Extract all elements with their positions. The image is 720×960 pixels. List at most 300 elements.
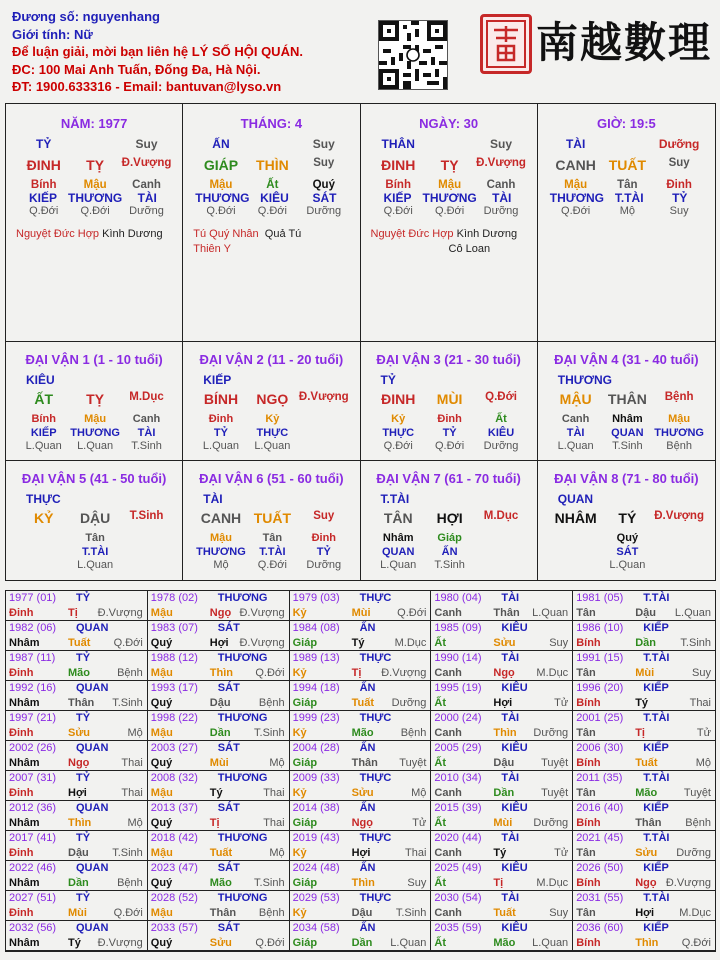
- year-label: 2015 (39): [434, 802, 482, 814]
- year-stem: Kỷ: [292, 907, 307, 919]
- year-stem: Bính: [576, 757, 601, 769]
- year-stem: Quý: [150, 937, 173, 949]
- dai-van-cell: [361, 342, 538, 461]
- dai-van-god: THƯƠNG: [557, 373, 612, 387]
- year-branch: Thìn: [209, 667, 234, 679]
- year-label: 2003 (27): [150, 742, 198, 754]
- pillar-title: THÁNG: 4: [240, 116, 303, 131]
- year-branch: Tý: [209, 787, 223, 799]
- year-label: 2007 (31): [9, 772, 57, 784]
- hidden-state: [653, 559, 705, 571]
- pillar-top-state: Suy: [135, 137, 158, 151]
- year-stem: Quý: [150, 817, 173, 829]
- year-god: ẤN: [359, 622, 376, 634]
- year-stem: Giáp: [292, 757, 318, 769]
- year-god: TÀI: [501, 892, 520, 904]
- hidden-stem: Tân: [617, 179, 638, 191]
- hidden-stem: [298, 412, 349, 426]
- year-cell: [573, 681, 715, 711]
- year-god: KIÊU: [501, 802, 528, 814]
- dai-van-branch: THÂN: [607, 391, 647, 407]
- hidden-god: [121, 545, 172, 559]
- year-state: Tử: [412, 817, 427, 829]
- year-god: T.TÀI: [643, 592, 670, 604]
- hidden-state: Q.Đới: [561, 205, 591, 217]
- hidden-god: THƯƠNG: [68, 191, 123, 205]
- dai-van-stem: MẬU: [559, 391, 592, 407]
- year-cell: [431, 651, 573, 681]
- year-cell: [290, 621, 432, 651]
- hidden-stem: [121, 531, 172, 545]
- address-line: ĐC: 100 Mai Anh Tuấn, Đống Đa, Hà Nội.: [12, 61, 261, 77]
- year-state: T.Sinh: [395, 907, 427, 919]
- year-branch: Mùi: [209, 757, 229, 769]
- hidden-stem: Tân: [262, 532, 283, 544]
- year-cell: [148, 681, 290, 711]
- year-stem: Giáp: [292, 697, 318, 709]
- year-state: Thai: [689, 697, 711, 709]
- year-cell: [573, 741, 715, 771]
- year-god: SÁT: [217, 862, 240, 874]
- year-branch: Ngọ: [351, 817, 373, 829]
- year-branch: Ngọ: [68, 757, 90, 769]
- dai-van-cell: [6, 342, 183, 461]
- year-cell: [148, 741, 290, 771]
- year-label: 2013 (37): [150, 802, 198, 814]
- dai-van-god: TỶ: [380, 373, 396, 387]
- year-branch: Thân: [209, 907, 237, 919]
- year-branch: Dần: [209, 727, 231, 739]
- year-state: Suy: [692, 667, 711, 679]
- star-label: Cô Loan: [448, 243, 491, 255]
- dai-van-stem: KỶ: [33, 510, 54, 526]
- year-state: Q.Đới: [113, 637, 143, 649]
- year-label: 2031 (55): [576, 892, 624, 904]
- year-branch: Tý: [493, 847, 507, 859]
- year-cell: [6, 651, 148, 681]
- year-stem: Ất: [434, 757, 446, 769]
- year-god: THƯƠNG: [217, 592, 268, 604]
- hidden-stem: Đinh: [437, 413, 462, 425]
- dai-van-god: QUAN: [557, 492, 594, 506]
- dai-van-branch: DẬU: [79, 510, 111, 526]
- hidden-god: TỶ: [672, 191, 688, 205]
- year-god: QUAN: [76, 802, 109, 814]
- hidden-god: THƯƠNG: [196, 546, 246, 558]
- qr-code-icon[interactable]: [378, 20, 448, 90]
- year-cell: [431, 921, 573, 951]
- hidden-god: TÀI: [137, 191, 157, 205]
- pillar-top-god: THÂN: [381, 137, 415, 151]
- year-branch: Hợi: [351, 847, 371, 859]
- year-god: THỰC: [359, 712, 392, 724]
- dai-van-state: Bệnh: [664, 391, 694, 403]
- year-label: 1987 (11): [9, 652, 56, 664]
- year-stem: Tân: [576, 847, 596, 859]
- dai-van-title: ĐẠI VẬN 8 (71 - 80 tuổi): [554, 471, 699, 486]
- dai-van-state: Q.Đới: [485, 391, 517, 403]
- year-branch: Mùi: [493, 817, 513, 829]
- hidden-stem: Quý: [616, 532, 639, 544]
- header-info: [12, 8, 352, 96]
- hidden-state: Q.Đới: [257, 205, 287, 217]
- year-god: TỶ: [76, 592, 91, 604]
- dai-van-god: T.TÀI: [380, 492, 410, 506]
- year-cell: [148, 651, 290, 681]
- year-god: T.TÀI: [643, 832, 670, 844]
- year-stem: Nhâm: [9, 637, 40, 649]
- year-stem: Kỷ: [292, 787, 307, 799]
- hidden-god: T.TÀI: [259, 546, 286, 558]
- hidden-stem: Mậu: [209, 179, 233, 191]
- year-stem: Bính: [576, 697, 601, 709]
- pillar-top-god: ẤN: [212, 137, 230, 151]
- year-branch: Tị: [68, 607, 78, 619]
- year-label: 2034 (58): [292, 922, 340, 934]
- year-god: QUAN: [76, 742, 109, 754]
- year-branch: Dậu: [635, 607, 656, 619]
- year-god: THỰC: [359, 772, 392, 784]
- year-branch: Dậu: [351, 907, 373, 919]
- year-label: 2023 (47): [150, 862, 198, 874]
- year-cell: [6, 801, 148, 831]
- year-cell: [573, 861, 715, 891]
- code-value: nguyenhang: [82, 9, 160, 24]
- year-state: Tử: [554, 697, 569, 709]
- year-branch: Dần: [351, 937, 373, 949]
- year-god: ẤN: [359, 742, 376, 754]
- pillar-stem: ĐINH: [381, 157, 416, 173]
- year-cell: [573, 651, 715, 681]
- year-cell: [290, 891, 432, 921]
- year-cell: [290, 711, 432, 741]
- year-stem: Canh: [434, 727, 462, 739]
- year-cell: [431, 591, 573, 621]
- year-branch: Mùi: [68, 907, 87, 919]
- hidden-state: Q.Đới: [80, 205, 110, 217]
- hidden-god: T.TÀI: [614, 191, 644, 205]
- year-label: 2021 (45): [576, 832, 624, 844]
- year-cell: [6, 711, 148, 741]
- hidden-god: TỶ: [442, 427, 457, 439]
- year-god: TỶ: [76, 652, 91, 664]
- year-branch: Thìn: [493, 727, 517, 739]
- year-branch: Ngọ: [635, 877, 657, 889]
- year-branch: Mão: [635, 787, 658, 799]
- year-branch: Hợi: [493, 697, 513, 709]
- year-god: TÀI: [501, 652, 520, 664]
- year-stem: Ất: [434, 637, 446, 649]
- year-stem: Canh: [434, 787, 462, 799]
- dai-van-stem: CANH: [200, 510, 242, 526]
- hidden-stem: Ất: [266, 179, 279, 191]
- year-label: 1996 (20): [576, 682, 624, 694]
- year-branch: Thân: [493, 607, 520, 619]
- hidden-stem: Tân: [85, 532, 105, 544]
- year-state: Bệnh: [258, 697, 285, 709]
- hidden-god: [550, 545, 602, 559]
- hidden-stem: Đinh: [208, 413, 234, 425]
- year-branch: Thìn: [351, 877, 375, 889]
- year-cell: [148, 621, 290, 651]
- hidden-state: [298, 440, 349, 452]
- hidden-state: Dưỡng: [483, 440, 519, 452]
- dai-van-stem: BÍNH: [203, 391, 239, 407]
- gender-label: Giới tính:: [12, 26, 71, 42]
- year-state: L.Quan: [390, 937, 427, 949]
- year-stem: Quý: [150, 637, 173, 649]
- year-branch: Mão: [351, 727, 374, 739]
- year-god: THƯƠNG: [217, 772, 268, 784]
- year-label: 2028 (52): [150, 892, 198, 904]
- year-god: THỰC: [359, 592, 392, 604]
- year-stem: Tân: [576, 787, 596, 799]
- year-state: Bệnh: [400, 727, 427, 739]
- year-state: L.Quan: [532, 937, 569, 949]
- year-stem: Bính: [576, 817, 601, 829]
- year-branch: Tị: [635, 727, 645, 739]
- hidden-stem: Quý: [312, 179, 335, 191]
- year-god: T.TÀI: [643, 772, 670, 784]
- year-state: Tử: [696, 727, 711, 739]
- year-branch: Sửu: [351, 787, 374, 799]
- year-state: Dưỡng: [676, 847, 711, 859]
- year-label: 1983 (07): [150, 622, 198, 634]
- hidden-stem: Mậu: [84, 413, 107, 425]
- year-cell: [290, 681, 432, 711]
- year-state: Đ.Vượng: [381, 667, 427, 679]
- hidden-state: Dưỡng: [306, 205, 342, 217]
- hidden-state: L.Quan: [557, 440, 594, 452]
- year-god: KIẾP: [643, 922, 669, 934]
- dai-van-title: ĐẠI VẬN 1 (1 - 10 tuổi): [25, 352, 163, 367]
- year-state: Thai: [121, 757, 143, 769]
- pillar-branch: TUẤT: [608, 157, 647, 173]
- hidden-state: T.Sinh: [434, 559, 465, 571]
- pillar-title: NGÀY: 30: [419, 116, 479, 131]
- year-god: T.TÀI: [643, 712, 670, 724]
- code-label: Đương số:: [12, 9, 80, 24]
- year-branch: Tị: [351, 667, 362, 679]
- hidden-state: L.Quan: [609, 559, 646, 571]
- year-god: SÁT: [217, 682, 240, 694]
- year-cell: [431, 621, 573, 651]
- hidden-god: KIẾP: [29, 191, 58, 205]
- year-branch: Thìn: [635, 937, 659, 949]
- year-god: TỶ: [76, 712, 91, 724]
- dai-van-title: ĐẠI VẬN 3 (21 - 30 tuổi): [376, 352, 521, 367]
- hidden-god: ẤN: [441, 546, 458, 558]
- pillar-branch: TỴ: [440, 157, 459, 173]
- year-state: Tuyệt: [541, 757, 569, 769]
- hidden-state: L.Quan: [380, 559, 417, 571]
- hidden-god: THƯƠNG: [422, 191, 477, 205]
- year-label: 2030 (54): [434, 892, 482, 904]
- year-cell: [6, 921, 148, 951]
- year-stem: Mậu: [150, 847, 173, 859]
- year-god: KIẾP: [643, 742, 669, 754]
- hidden-god: KIẾP: [30, 427, 57, 439]
- year-state: Đ.Vượng: [97, 937, 143, 949]
- hidden-state: [121, 559, 172, 571]
- year-state: Thai: [263, 787, 285, 799]
- year-branch: Ngọ: [493, 667, 515, 679]
- year-label: 1980 (04): [434, 592, 482, 604]
- dai-van-cell: [538, 461, 715, 580]
- hidden-god: TỶ: [316, 546, 331, 558]
- year-label: 2016 (40): [576, 802, 624, 814]
- hidden-state: L.Quan: [77, 559, 114, 571]
- hidden-god: QUAN: [611, 427, 644, 439]
- year-label: 2010 (34): [434, 772, 482, 784]
- hidden-god: THỰC: [382, 427, 415, 439]
- year-cell: [6, 771, 148, 801]
- hidden-state: L.Quan: [202, 440, 239, 452]
- year-state: M.Dục: [536, 667, 569, 679]
- pillar-month: [183, 104, 360, 342]
- dai-van-stem: NHÂM: [554, 510, 597, 526]
- dai-van-stem: TÂN: [383, 510, 413, 526]
- year-god: KIÊU: [501, 862, 528, 874]
- year-stem: Đinh: [9, 607, 34, 619]
- pillar-day: [361, 104, 538, 342]
- year-cell: [148, 591, 290, 621]
- year-god: KIẾP: [643, 862, 669, 874]
- hidden-god: TỶ: [213, 427, 228, 439]
- dai-van-cell: [361, 461, 538, 580]
- year-label: 2012 (36): [9, 802, 57, 814]
- year-stem: Ất: [434, 817, 446, 829]
- pillar-branch-state: Đ.Vượng: [476, 157, 526, 169]
- year-label: 1982 (06): [9, 622, 57, 634]
- dai-van-title: ĐẠI VẬN 5 (41 - 50 tuổi): [21, 471, 167, 486]
- chart-grid: [5, 103, 716, 581]
- hidden-stem: Nhâm: [612, 413, 643, 425]
- year-branch: Tuất: [209, 847, 233, 859]
- year-state: T.Sinh: [112, 847, 143, 859]
- year-branch: Tuất: [351, 697, 374, 709]
- year-stem: Bính: [576, 637, 601, 649]
- year-god: KIÊU: [501, 622, 528, 634]
- year-branch: Sửu: [68, 727, 91, 739]
- year-branch: Sửu: [635, 847, 658, 859]
- pillar-top-god: TÀI: [565, 137, 586, 151]
- hidden-god: SÁT: [312, 191, 337, 205]
- dai-van-state: Suy: [313, 510, 335, 522]
- year-stem: Đinh: [9, 907, 34, 919]
- year-branch: Dậu: [68, 847, 89, 859]
- year-state: M.Dục: [536, 877, 569, 889]
- hidden-god: THƯƠNG: [654, 427, 704, 439]
- year-stem: Tân: [576, 607, 596, 619]
- year-stem: Nhâm: [9, 937, 40, 949]
- hidden-state: L.Quan: [25, 440, 62, 452]
- hidden-state: Q.Đới: [29, 205, 59, 217]
- dai-van-title: ĐẠI VẬN 2 (11 - 20 tuổi): [199, 352, 344, 367]
- year-cell: [431, 861, 573, 891]
- year-stem: Đinh: [9, 727, 34, 739]
- pillar-stem: GIÁP: [203, 157, 239, 173]
- year-cell: [148, 891, 290, 921]
- year-state: Thai: [121, 787, 143, 799]
- year-state: Đ.Vượng: [97, 607, 143, 619]
- year-state: T.Sinh: [254, 727, 285, 739]
- year-stem: Ất: [434, 937, 446, 949]
- year-branch: Tý: [68, 937, 81, 949]
- year-stem: Canh: [434, 607, 462, 619]
- year-label: 2033 (57): [150, 922, 198, 934]
- year-god: TÀI: [501, 592, 520, 604]
- year-state: M.Dục: [394, 637, 427, 649]
- year-god: QUAN: [76, 622, 109, 634]
- hidden-state: T.Sinh: [131, 440, 162, 452]
- year-god: KIÊU: [501, 742, 528, 754]
- year-cell: [431, 891, 573, 921]
- year-stem: Mậu: [150, 607, 173, 619]
- hidden-stem: Mậu: [438, 179, 462, 191]
- hidden-god: KIÊU: [260, 191, 289, 205]
- year-stem: Canh: [434, 847, 462, 859]
- year-stem: Kỷ: [292, 727, 307, 739]
- brand-title: 南越數理: [536, 18, 713, 67]
- year-branch: Thân: [351, 757, 378, 769]
- pillar-title: NĂM: 1977: [60, 116, 128, 131]
- year-branch: Mão: [493, 937, 516, 949]
- year-branch: Hợi: [635, 907, 655, 919]
- dai-van-state: M.Dục: [129, 391, 164, 403]
- year-cell: [573, 831, 715, 861]
- year-cell: [431, 681, 573, 711]
- hidden-state: Bệnh: [666, 440, 692, 452]
- year-stem: Nhâm: [9, 877, 40, 889]
- hidden-stem: Mậu: [209, 532, 232, 544]
- year-stem: Nhâm: [9, 757, 40, 769]
- hidden-state: L.Quan: [254, 440, 291, 452]
- year-god: SÁT: [217, 742, 240, 754]
- dai-van-stem: ĐINH: [381, 391, 416, 407]
- year-label: 2032 (56): [9, 922, 57, 934]
- year-stem: Bính: [576, 937, 601, 949]
- year-stem: Tân: [576, 907, 596, 919]
- year-label: 2002 (26): [9, 742, 57, 754]
- hidden-state: Dưỡng: [306, 559, 342, 571]
- hidden-state: Q.Đới: [383, 205, 413, 217]
- year-stem: Nhâm: [9, 697, 40, 709]
- dai-van-branch: TỴ: [86, 391, 105, 407]
- year-stem: Đinh: [9, 667, 34, 679]
- year-state: Mộ: [269, 757, 285, 769]
- hidden-stem: Kỷ: [265, 413, 280, 425]
- year-cell: [290, 861, 432, 891]
- year-cell: [148, 861, 290, 891]
- year-cell: [573, 621, 715, 651]
- year-label: 2001 (25): [576, 712, 624, 724]
- hidden-god: THỰC: [256, 427, 289, 439]
- pillar-branch: THÌN: [256, 157, 289, 173]
- year-label: 2017 (41): [9, 832, 57, 844]
- hidden-god: KIẾP: [383, 191, 412, 205]
- year-state: Mộ: [127, 817, 143, 829]
- year-god: THƯƠNG: [217, 712, 268, 724]
- year-state: Mộ: [127, 727, 143, 739]
- year-cell: [573, 591, 715, 621]
- year-god: SÁT: [217, 922, 240, 934]
- hidden-stem: [550, 531, 602, 545]
- dai-van-title: ĐẠI VẬN 7 (61 - 70 tuổi): [376, 471, 521, 486]
- year-label: 2022 (46): [9, 862, 57, 874]
- hidden-god: TÀI: [492, 191, 512, 205]
- year-label: 2008 (32): [150, 772, 198, 784]
